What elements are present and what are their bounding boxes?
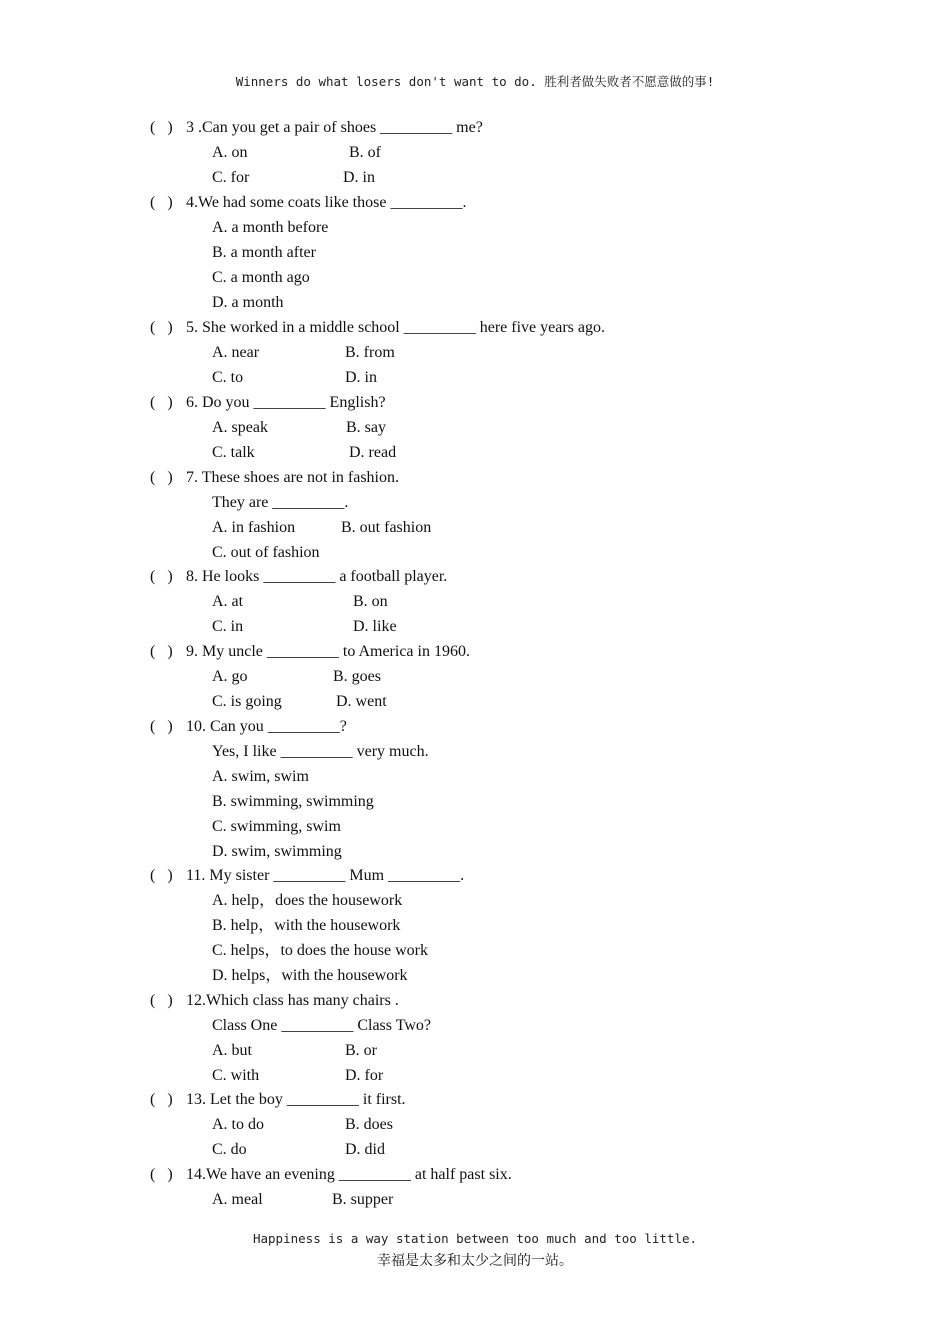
answer-bracket: ( ) [150,469,173,486]
page-footer-translation: 幸福是太多和太少之间的一站。 [377,1254,573,1269]
question-7-stem: 7. These shoes are not in fashion. [186,469,399,486]
q4-option-d: D. a month [212,294,284,311]
q7-option-a: A. in fashion [212,519,296,536]
answer-bracket: ( ) [150,568,173,585]
answer-bracket: ( ) [150,718,173,735]
q5-option-a: A. near [212,344,260,361]
question-5-stem: 5. She worked in a middle school _________ here five years ago. [186,319,606,336]
question-9-stem: 9. My uncle _________ to America in 1960. [186,643,470,660]
q10-option-a: A. swim, swim [212,768,309,785]
q13-option-b: B. does [345,1116,393,1133]
answer-bracket: ( ) [150,867,173,884]
q6-option-b: B. say [346,419,386,436]
q10-option-c: C. swimming, swim [212,818,341,835]
q4-option-b: B. a month after [212,244,316,261]
q6-option-a: A. speak [212,419,268,436]
question-4-stem: 4.We had some coats like those _________. [186,194,467,211]
question-11-stem: 11. My sister _________ Mum _________. [186,867,465,884]
q6-option-d: D. read [349,444,397,461]
q9-option-a: A. go [212,668,248,685]
answer-bracket: ( ) [150,643,173,660]
answer-bracket: ( ) [150,319,173,336]
q4-option-a: A. a month before [212,219,329,236]
q11-option-b: B. help，with the housework [212,917,401,934]
q12-option-b: B. or [345,1042,377,1059]
question-12-stem-line2: Class One _________ Class Two? [212,1017,432,1034]
q3-option-c: C. for [212,169,250,186]
question-10-stem-line2: Yes, I like _________ very much. [212,743,429,760]
q12-option-c: C. with [212,1067,260,1084]
answer-bracket: ( ) [150,1091,173,1108]
q11-option-c: C. helps，to does the house work [212,942,428,959]
q13-option-d: D. did [345,1141,385,1158]
q14-option-b: B. supper [332,1191,394,1208]
answer-bracket: ( ) [150,992,173,1009]
answer-bracket: ( ) [150,119,173,136]
q9-option-d: D. went [336,693,387,710]
q12-option-a: A. but [212,1042,252,1059]
q11-option-d: D. helps，with the housework [212,967,408,984]
q3-option-a: A. on [212,144,248,161]
q8-option-d: D. like [353,618,397,635]
q9-option-b: B. goes [333,668,381,685]
q11-option-a: A. help，does the housework [212,892,403,909]
q8-option-c: C. in [212,618,244,635]
question-10-stem: 10. Can you _________? [186,718,347,735]
page-footer-quote: Happiness is a way station between too much and too little. [252,1231,697,1246]
question-3-stem: 3 .Can you get a pair of shoes _________ me? [186,119,483,136]
q10-option-d: D. swim, swimming [212,843,342,860]
q5-option-d: D. in [345,369,377,386]
q14-option-a: A. meal [212,1191,263,1208]
question-13-stem: 13. Let the boy _________ it first. [186,1091,406,1108]
q13-option-a: A. to do [212,1116,264,1133]
q12-option-d: D. for [345,1067,384,1084]
q8-option-a: A. at [212,593,244,610]
q3-option-b: B. of [349,144,381,161]
question-12-stem: 12.Which class has many chairs . [186,992,399,1009]
question-8-stem: 8. He looks _________ a football player. [186,568,448,585]
q4-option-c: C. a month ago [212,269,310,286]
question-6-stem: 6. Do you _________ English? [186,394,386,411]
question-14-stem: 14.We have an evening _________ at half past six. [186,1166,512,1183]
answer-bracket: ( ) [150,394,173,411]
q13-option-c: C. do [212,1141,247,1158]
page-header: Winners do what losers don't want to do. 胜利者做失败者不愿意做的事! [235,74,715,89]
answer-bracket: ( ) [150,1166,173,1183]
q6-option-c: C. talk [212,444,255,461]
q3-option-d: D. in [343,169,375,186]
q8-option-b: B. on [353,593,388,610]
q5-option-b: B. from [345,344,395,361]
q5-option-c: C. to [212,369,244,386]
answer-bracket: ( ) [150,194,173,211]
q10-option-b: B. swimming, swimming [212,793,374,810]
q9-option-c: C. is going [212,693,282,710]
q7-option-b: B. out fashion [341,519,432,536]
question-7-stem-line2: They are _________. [212,494,349,511]
q7-option-c: C. out of fashion [212,544,320,561]
